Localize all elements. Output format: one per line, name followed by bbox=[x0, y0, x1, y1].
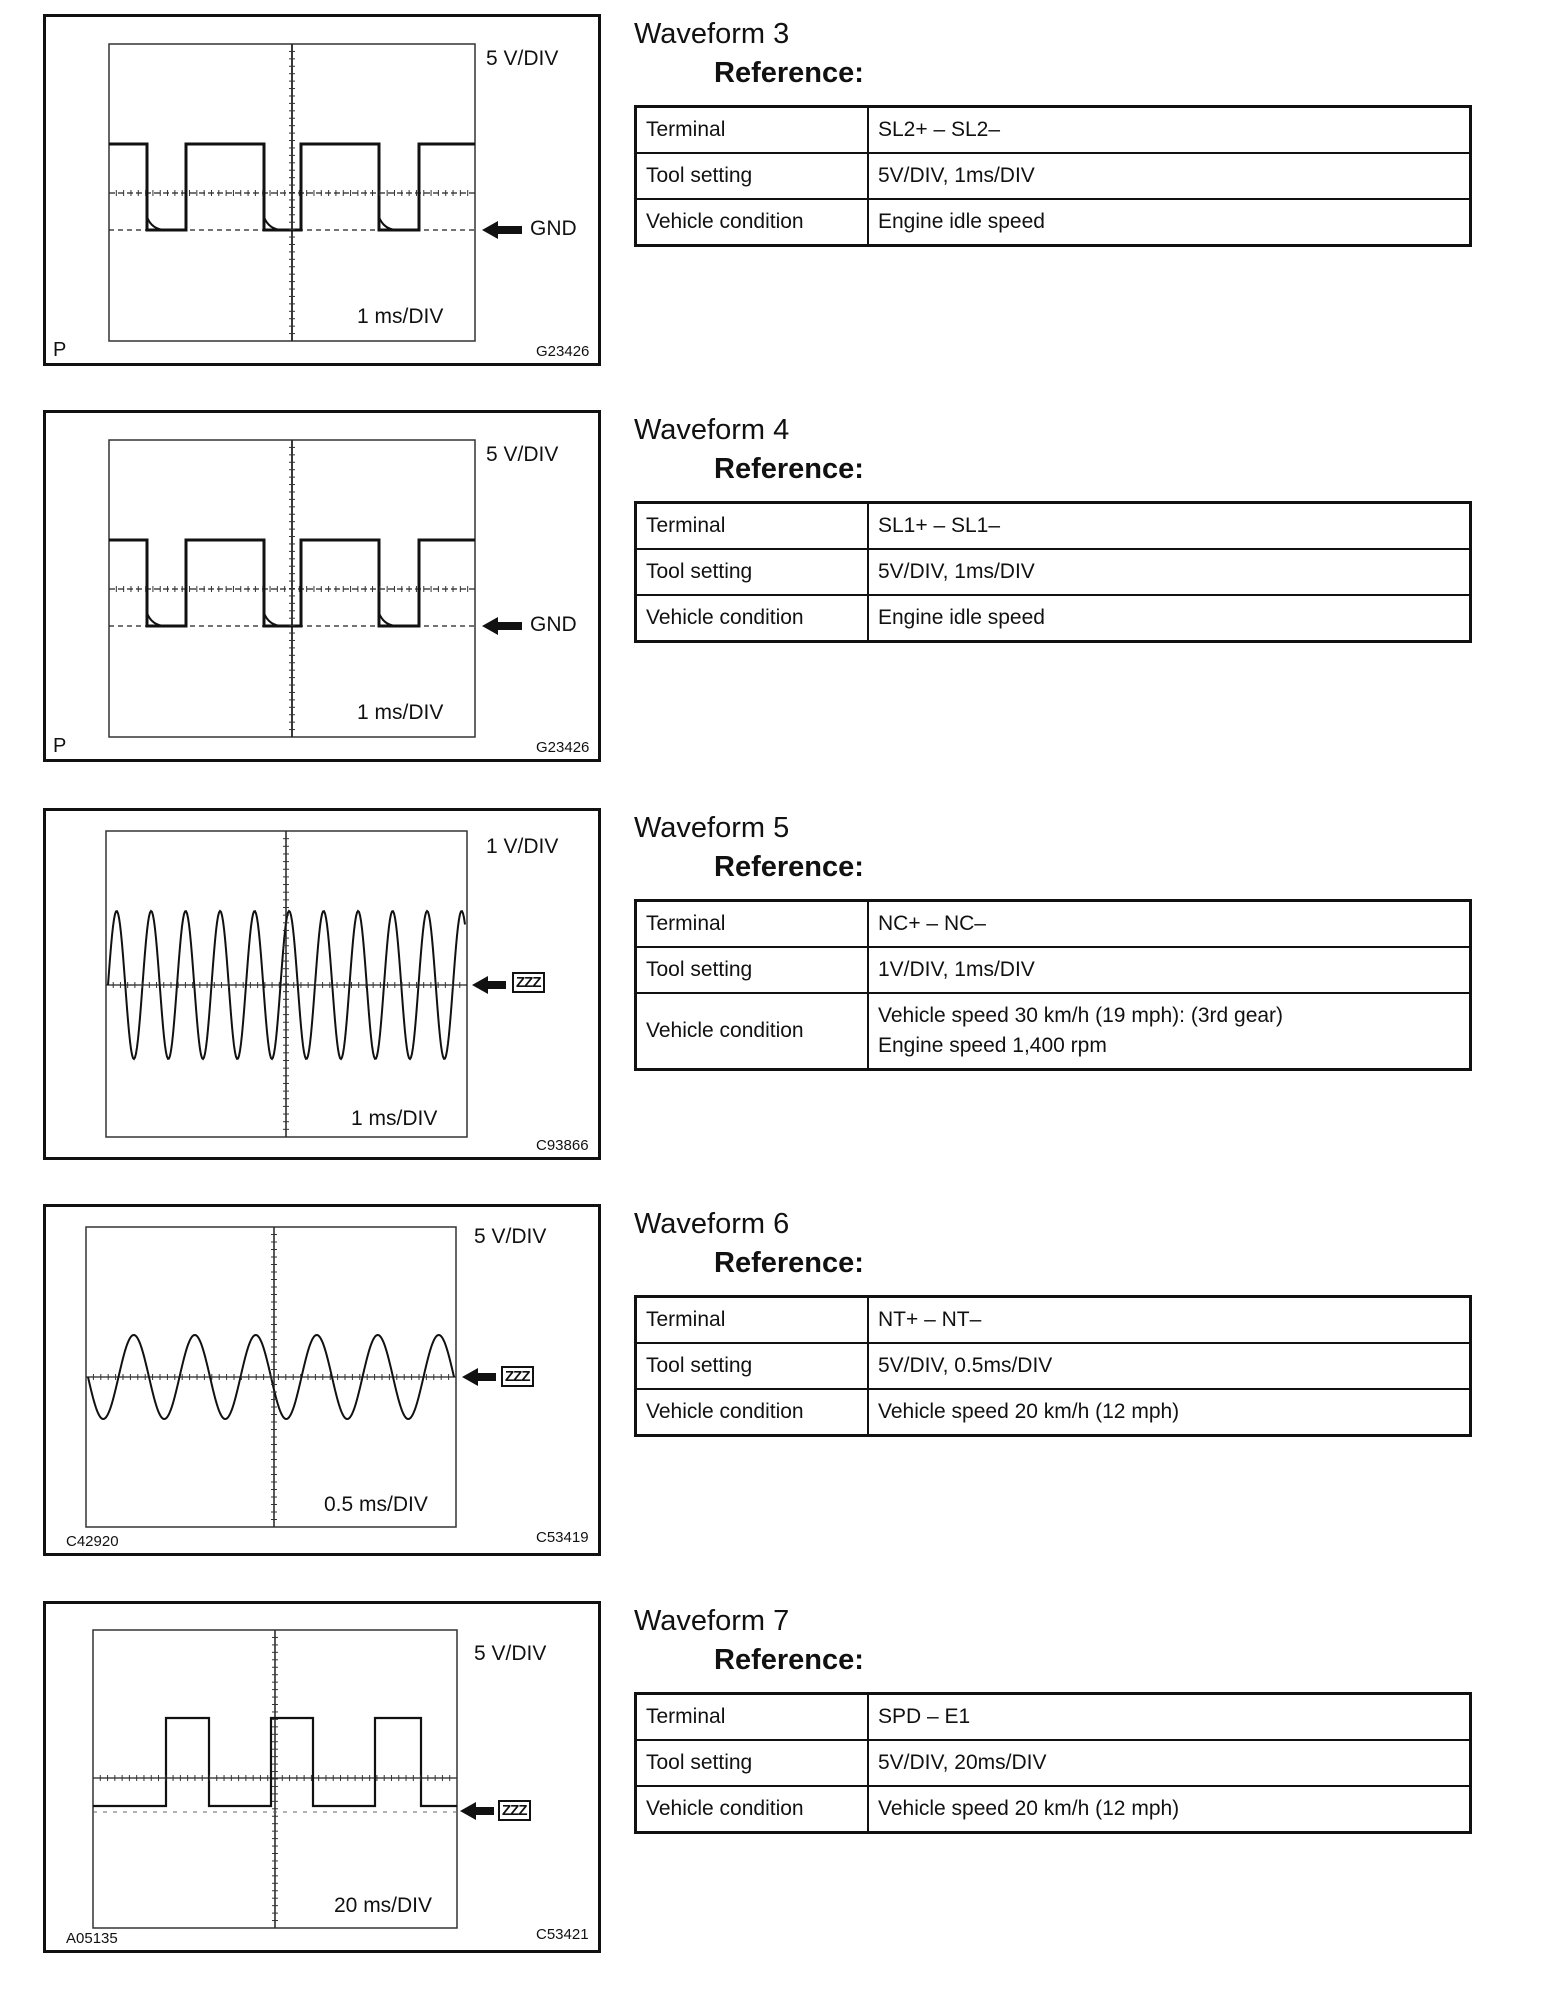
table-row: Terminal NC+ – NC– bbox=[636, 901, 1471, 948]
reference-heading: Reference: bbox=[714, 1247, 864, 1279]
waveform-section-6 bbox=[0, 1204, 1568, 1564]
figure-code: C53419 bbox=[536, 1529, 589, 1546]
waveform-section-4 bbox=[0, 410, 1568, 770]
time-div-label: 1 ms/DIV bbox=[351, 1107, 438, 1130]
arrow-icon bbox=[460, 1802, 494, 1820]
reference-table bbox=[634, 1692, 1472, 1834]
oscilloscope-panel bbox=[43, 410, 601, 762]
table-row: Tool setting 5V/DIV, 20ms/DIV bbox=[636, 1740, 1471, 1786]
ground-symbol-icon: ZZZ bbox=[501, 1366, 534, 1387]
reference-heading: Reference: bbox=[714, 453, 864, 485]
gnd-arrow-icon bbox=[482, 617, 522, 635]
ground-symbol-icon: ZZZ bbox=[498, 1800, 531, 1821]
reference-table bbox=[634, 501, 1472, 643]
table-row: Tool setting 5V/DIV, 1ms/DIV bbox=[636, 153, 1471, 199]
reference-info bbox=[634, 808, 1476, 1071]
reference-table bbox=[634, 1295, 1472, 1437]
waveform-section-7 bbox=[0, 1601, 1568, 1961]
reference-info bbox=[634, 14, 1476, 247]
table-row: Vehicle condition Vehicle speed 30 km/h (19 mph): (3rd gear) Engine speed 1,400 rpm bbox=[636, 993, 1471, 1070]
reference-heading: Reference: bbox=[714, 1644, 864, 1676]
reference-info bbox=[634, 1601, 1476, 1834]
time-div-label: 0.5 ms/DIV bbox=[324, 1493, 428, 1516]
waveform-section-5 bbox=[0, 808, 1568, 1168]
waveform-title: Waveform 5 bbox=[634, 812, 790, 844]
waveform-title: Waveform 7 bbox=[634, 1605, 790, 1637]
table-row: Terminal NT+ – NT– bbox=[636, 1297, 1471, 1344]
table-row: Terminal SPD – E1 bbox=[636, 1694, 1471, 1741]
table-row: Vehicle condition Engine idle speed bbox=[636, 199, 1471, 246]
volt-div-label: 5 V/DIV bbox=[486, 443, 559, 466]
reference-table bbox=[634, 105, 1472, 247]
panel-corner-label: P bbox=[53, 735, 67, 757]
figure-code: G23426 bbox=[536, 739, 590, 756]
panel-corner-label: C42920 bbox=[66, 1533, 119, 1550]
table-row: Terminal SL1+ – SL1– bbox=[636, 503, 1471, 550]
waveform-section-3 bbox=[0, 14, 1568, 374]
ground-marker-label: GND bbox=[530, 613, 577, 636]
figure-code: C53421 bbox=[536, 1926, 589, 1943]
table-row: Tool setting 5V/DIV, 0.5ms/DIV bbox=[636, 1343, 1471, 1389]
waveform-title: Waveform 3 bbox=[634, 18, 790, 50]
ground-marker-label bbox=[498, 1797, 531, 1821]
figure-code: C93866 bbox=[536, 1137, 589, 1154]
panel-corner-label: A05135 bbox=[66, 1930, 118, 1947]
volt-div-label: 1 V/DIV bbox=[486, 835, 559, 858]
oscilloscope-panel bbox=[43, 1601, 601, 1953]
gnd-arrow-icon bbox=[482, 221, 522, 239]
panel-corner-label: P bbox=[53, 339, 67, 361]
ground-marker-label bbox=[512, 969, 545, 993]
time-div-label: 1 ms/DIV bbox=[357, 701, 444, 724]
figure-code: G23426 bbox=[536, 343, 590, 360]
time-div-label: 1 ms/DIV bbox=[357, 305, 444, 328]
table-row: Vehicle condition Vehicle speed 20 km/h (12 mph) bbox=[636, 1786, 1471, 1833]
volt-div-label: 5 V/DIV bbox=[486, 47, 559, 70]
arrow-icon bbox=[462, 1368, 496, 1386]
reference-heading: Reference: bbox=[714, 851, 864, 883]
waveform-title: Waveform 6 bbox=[634, 1208, 790, 1240]
table-row: Vehicle condition Engine idle speed bbox=[636, 595, 1471, 642]
table-row: Vehicle condition Vehicle speed 20 km/h (12 mph) bbox=[636, 1389, 1471, 1436]
table-row: Tool setting 1V/DIV, 1ms/DIV bbox=[636, 947, 1471, 993]
ground-marker-label bbox=[501, 1363, 534, 1387]
table-row: Terminal SL2+ – SL2– bbox=[636, 107, 1471, 154]
reference-info bbox=[634, 410, 1476, 643]
ground-symbol-icon: ZZZ bbox=[512, 972, 545, 993]
ground-marker-label: GND bbox=[530, 217, 577, 240]
time-div-label: 20 ms/DIV bbox=[334, 1894, 433, 1917]
oscilloscope-panel bbox=[43, 808, 601, 1160]
volt-div-label: 5 V/DIV bbox=[474, 1225, 547, 1248]
reference-table bbox=[634, 899, 1472, 1071]
oscilloscope-panel bbox=[43, 1204, 601, 1556]
reference-heading: Reference: bbox=[714, 57, 864, 89]
waveform-title: Waveform 4 bbox=[634, 414, 790, 446]
volt-div-label: 5 V/DIV bbox=[474, 1642, 547, 1665]
table-row: Tool setting 5V/DIV, 1ms/DIV bbox=[636, 549, 1471, 595]
arrow-icon bbox=[472, 976, 506, 994]
oscilloscope-panel bbox=[43, 14, 601, 366]
reference-info bbox=[634, 1204, 1476, 1437]
